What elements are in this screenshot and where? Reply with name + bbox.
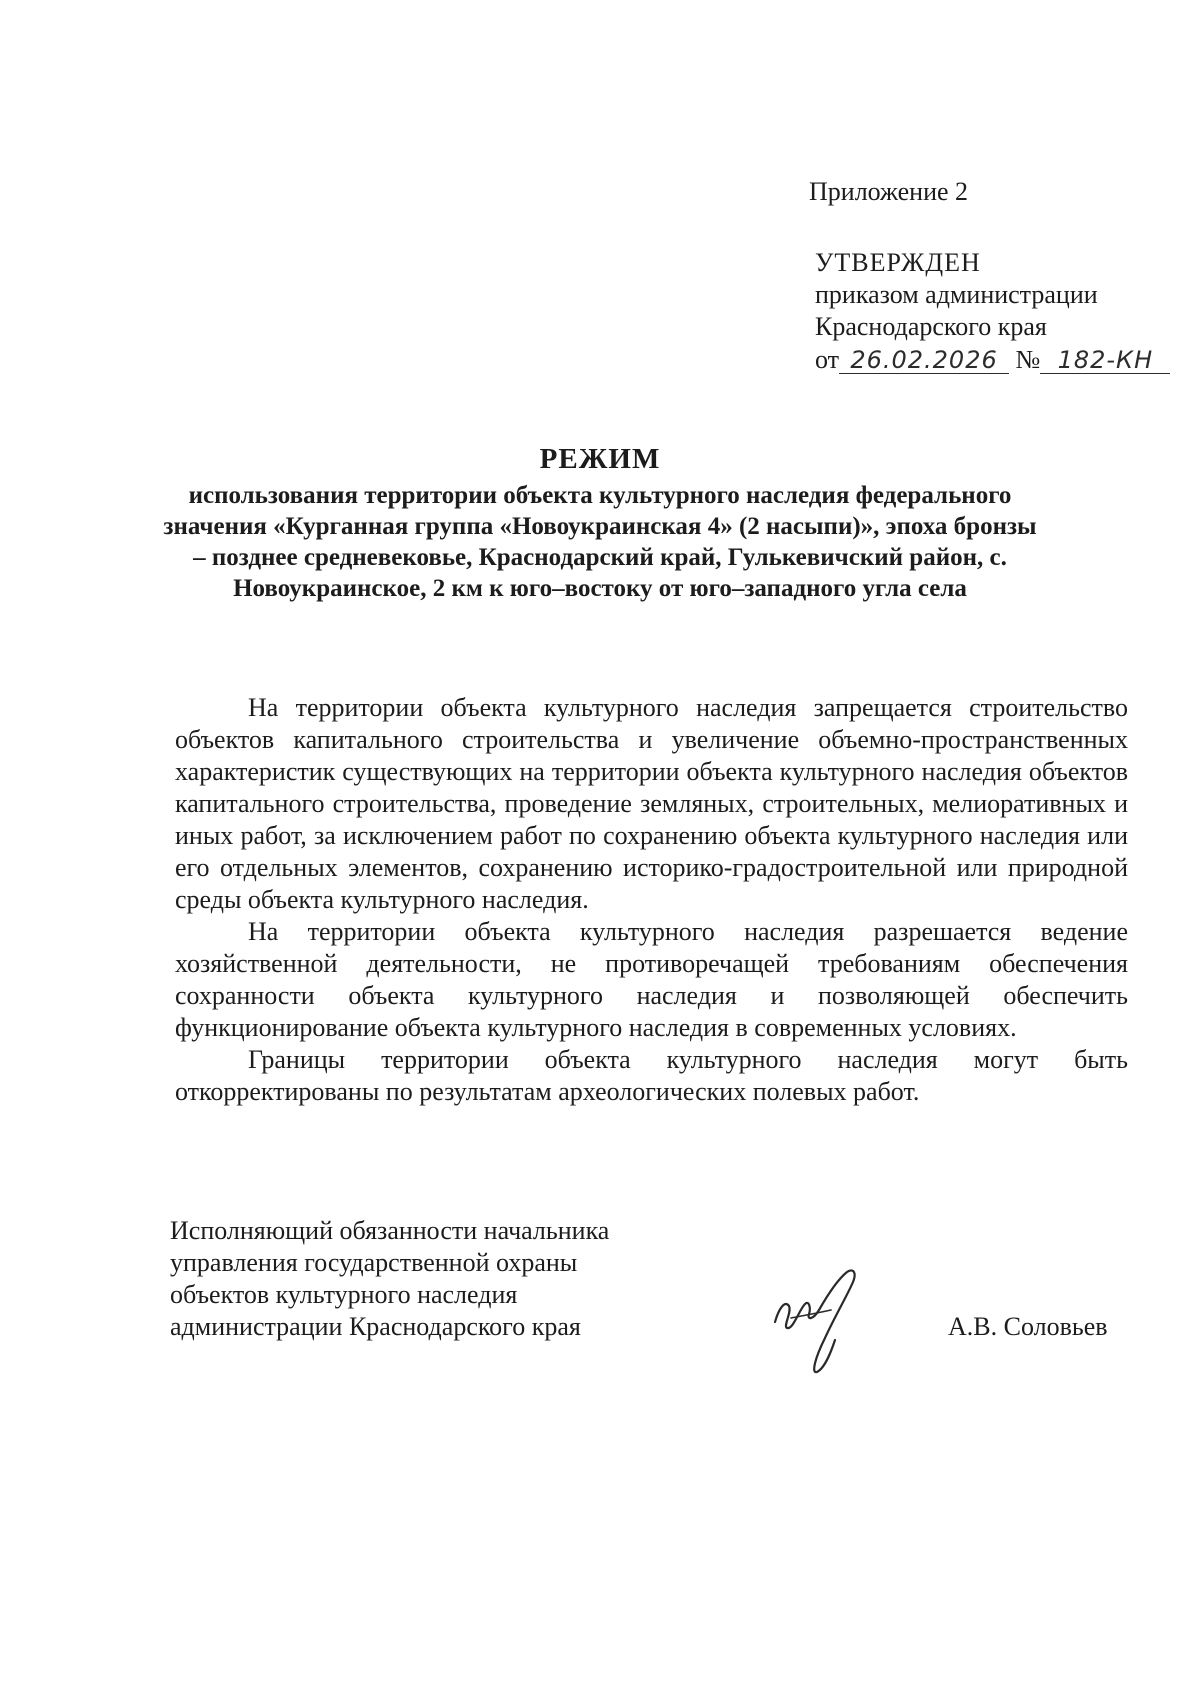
handwritten-signature (765, 1260, 875, 1390)
signer-position-line-4: администрации Краснодарского края (170, 1312, 581, 1341)
signer-position-line-1: Исполняющий обязанности начальника (170, 1216, 610, 1245)
document-subtitle: использования территории объекта культурного наследия федерального значения «Курганная группа «Новоукраинская 4» (2 насыпи)», эпоха бронзы – позднее средневековье, Краснодарский край, Гулькевичский район, с. Новоукраинское, 2 км к юго–востоку от юго–западного угла села (163, 482, 1037, 602)
number-sign: № (1015, 345, 1041, 374)
body-text (175, 692, 1128, 1108)
body-paragraph-1: На территории объекта культурного наследия запрещается строительство объектов капитального строительства и увеличение объемно-пространственных характеристик существующих на территории объекта культурного наследия объектов капитального строительства, проведение земляных, строительных, мелиоративных и иных работ, за исключением работ по сохранению объекта культурного наследия или его отдельных элементов, сохранению историко-градостроительной или природной среды объекта культурного наследия. (175, 693, 1128, 914)
handwritten-order-number: 182-КН (1040, 347, 1170, 374)
approval-line-1: приказом администрации (815, 280, 1098, 309)
document-title: РЕЖИМ (539, 443, 661, 475)
title-block (150, 442, 1050, 604)
appendix-label: Приложение 2 (809, 177, 969, 206)
signer-position (170, 1215, 609, 1343)
signer-position-line-3: объектов культурного наследия (170, 1280, 518, 1309)
body-paragraph-3: Границы территории объекта культурного наследия могут быть откорректированы по результатам археологических полевых работ. (175, 1045, 1128, 1106)
handwritten-date: 26.02.2026 (839, 347, 1009, 374)
approval-line-2: Краснодарского края (815, 312, 1047, 341)
signer-position-line-2: управления государственной охраны (170, 1248, 578, 1277)
approval-block (815, 247, 1170, 376)
approved-label: УТВЕРЖДЕН (815, 248, 981, 277)
date-prefix: от (815, 345, 840, 374)
order-line (815, 344, 1170, 376)
body-paragraph-2: На территории объекта культурного наследия разрешается ведение хозяйственной деятельности, не противоречащей требованиям обеспечения сохранности объекта культурного наследия и позволяющей обеспечить функционирование объекта культурного наследия в современных условиях. (175, 917, 1128, 1042)
signer-name: А.В. Соловьев (948, 1312, 1108, 1341)
